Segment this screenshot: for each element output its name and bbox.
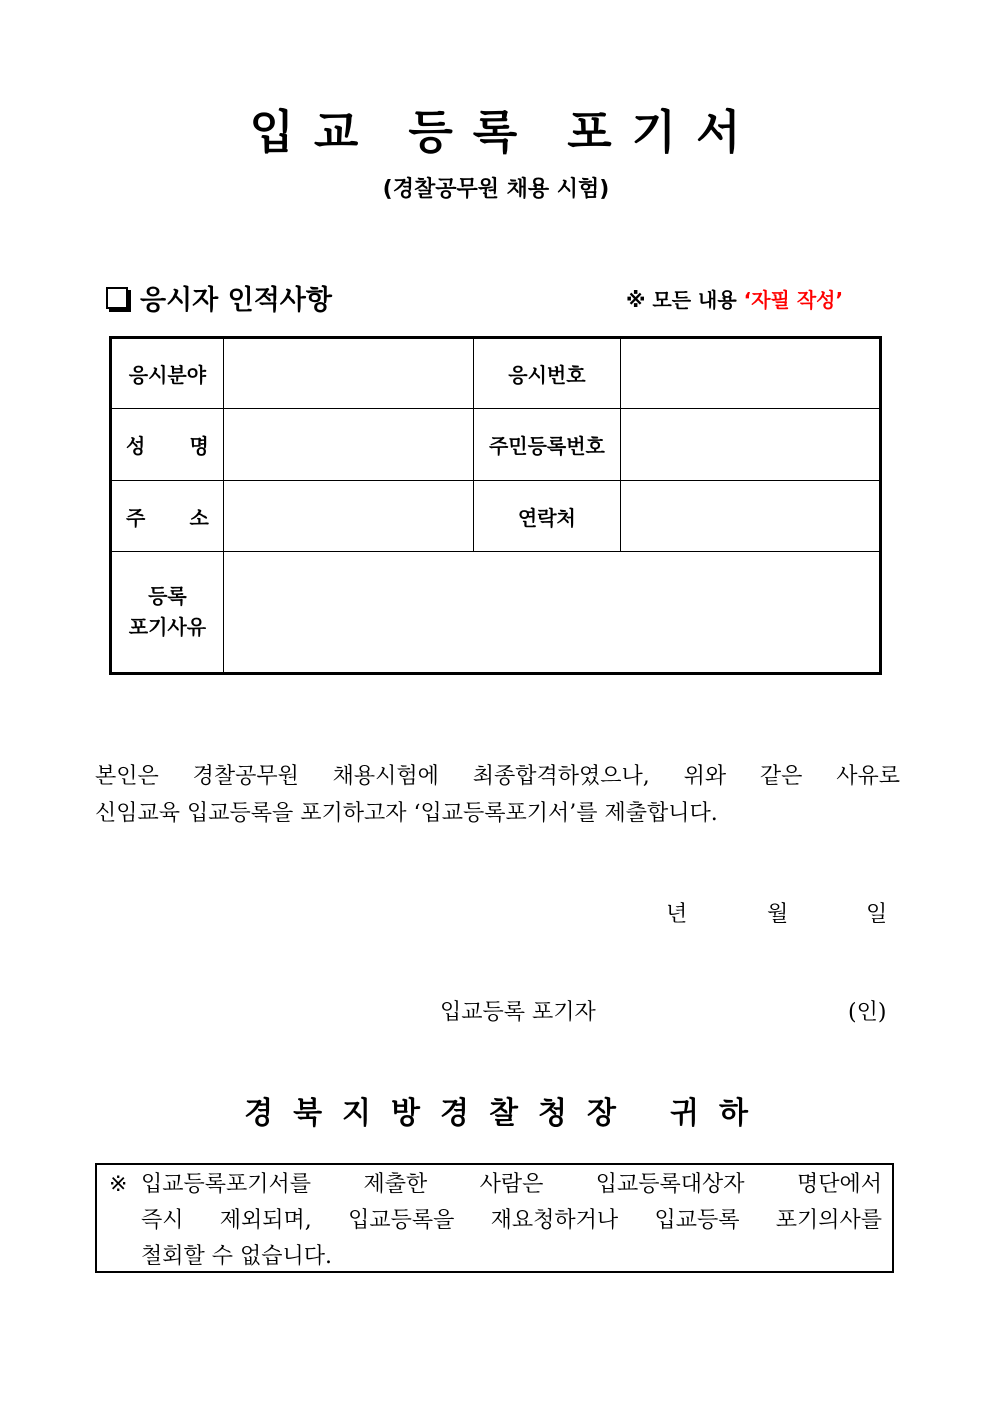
label-exam-field: 응시분야 <box>111 338 224 409</box>
label-name-char: 성 <box>126 434 146 458</box>
addressee-char: 하 <box>718 1096 748 1131</box>
label-withdrawal-reason <box>111 552 224 674</box>
title-char: 기 <box>631 105 679 159</box>
table-row <box>111 338 881 409</box>
addressee-char: 방 <box>391 1096 421 1131</box>
addressee-char: 찰 <box>489 1096 518 1131</box>
section-heading-text: 응시자 인적사항 <box>140 285 332 316</box>
date-day-label: 일 <box>866 902 888 927</box>
addressee-char: 북 <box>293 1096 323 1131</box>
label-resident-number: 주민등록번호 <box>473 409 620 481</box>
label-address-char: 소 <box>189 505 209 530</box>
title-char: 입 <box>249 105 296 159</box>
withdrawal-reason-input[interactable] <box>223 552 880 674</box>
title-char: 포 <box>567 105 614 159</box>
title-char: 록 <box>472 105 520 159</box>
title-char: 교 <box>313 105 361 159</box>
addressee-char: 귀 <box>669 1096 699 1131</box>
statement-line: 본인은 경찰공무원 채용시험에 최종합격하였으나, 위와 같은 사유로 <box>95 764 900 789</box>
name-input[interactable] <box>223 409 473 481</box>
note-prefix: ※ 모든 내용 <box>626 288 744 312</box>
checkbox-square-icon <box>106 287 128 309</box>
addressee-char: 경 <box>244 1096 274 1131</box>
contact-input[interactable] <box>621 481 881 552</box>
table-row <box>111 409 881 481</box>
notice-line: 즉시 제외되며, 입교등록을 재요청하거나 입교등록 포기의사를 <box>141 1208 882 1233</box>
label-exam-number: 응시번호 <box>473 338 620 409</box>
title-char: 서 <box>696 105 743 159</box>
label-address <box>111 481 224 552</box>
label-name-char: 명 <box>189 434 209 458</box>
title-char: 등 <box>408 105 455 159</box>
document-subtitle: (경찰공무원 채용 시험) <box>382 177 610 202</box>
notice-box <box>95 1163 894 1273</box>
label-address-char: 주 <box>126 505 146 530</box>
addressee-char: 경 <box>440 1096 469 1131</box>
note-emphasis: ‘자필 작성’ <box>743 288 844 312</box>
address-input[interactable] <box>223 481 473 552</box>
exam-field-input[interactable] <box>223 338 473 409</box>
reason-label-line: 등록 <box>148 584 187 608</box>
addressee-char: 장 <box>586 1096 616 1131</box>
signer-label: 입교등록 포기자 <box>440 1000 596 1025</box>
table-row <box>111 552 881 674</box>
handwriting-note <box>626 284 843 313</box>
addressee <box>0 1088 992 1132</box>
label-name <box>111 409 224 481</box>
resident-number-input[interactable] <box>621 409 881 481</box>
date-month-label: 월 <box>767 902 789 927</box>
addressee-char: 지 <box>342 1096 372 1131</box>
table-row <box>111 481 881 552</box>
exam-number-input[interactable] <box>621 338 881 409</box>
section-heading <box>106 278 332 317</box>
document-title <box>0 96 992 162</box>
addressee-char: 청 <box>537 1096 567 1131</box>
notice-line: 철회할 수 없습니다. <box>141 1244 332 1269</box>
statement-paragraph <box>95 758 900 832</box>
applicant-info-table <box>109 336 882 675</box>
date-year-label: 년 <box>666 902 688 927</box>
reason-label-line: 포기사유 <box>128 615 207 639</box>
statement-line: 신임교육 입교등록을 포기하고자 ‘입교등록포기서’를 제출합니다. <box>95 801 718 826</box>
seal-mark[interactable]: (인) <box>848 1000 887 1025</box>
notice-line: 입교등록포기서를 제출한 사람은 입교등록대상자 명단에서 <box>141 1172 882 1197</box>
label-contact: 연락처 <box>473 481 620 552</box>
reference-mark-icon: ※ <box>109 1172 128 1197</box>
